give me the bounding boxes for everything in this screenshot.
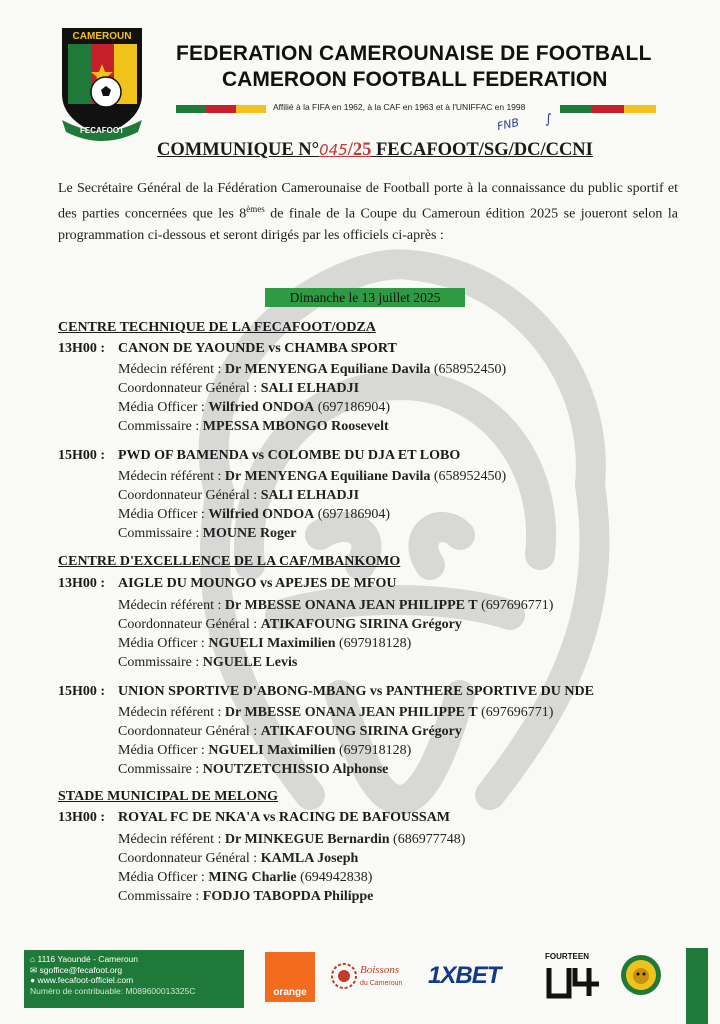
lion-badge-icon [620, 954, 662, 996]
communique-suffix: FECAFOOT/SG/DC/CCNI [371, 140, 593, 160]
intro-part1: Le Secrétaire Général de la Fédération Camerounaise de Football porte à la connaissance du public sportif et des parties concernées que les 8 [58, 181, 678, 222]
official-commissioner: Commissaire : MPESSA MBONGO Roosevelt [118, 419, 389, 434]
official-doctor: Médecin référent : Dr MBESSE ONANA JEAN PHILIPPE T (697696771) [118, 598, 554, 613]
official-media: Média Officer : Wilfried ONDOA (697186904) [118, 507, 391, 522]
communique-year: /25 [347, 140, 372, 160]
official-commissioner: Commissaire : FODJO TABOPDA Philippe [118, 889, 374, 904]
footer [0, 940, 720, 1024]
sponsor-1xbet-logo: 1XBET [428, 962, 501, 989]
official-commissioner: Commissaire : NGUELE Levis [118, 655, 298, 670]
match-fixture: 13H00 : ROYAL FC DE NKA'A vs RACING DE BAFOUSSAM [58, 810, 451, 825]
venue-heading: CENTRE TECHNIQUE DE LA FECAFOOT/ODZA [58, 320, 376, 335]
boissons-emblem-icon [330, 962, 358, 990]
sponsor-boissons-logo: Boissons du Cameroun [330, 952, 415, 1002]
official-coordinator: Coordonnateur Général : ATIKAFOUNG SIRINA Grégory [118, 617, 462, 632]
email-line: ✉ sgoffice@fecafoot.org [30, 964, 123, 975]
official-media: Média Officer : NGUELI Maximilien (697918128) [118, 743, 412, 758]
match-fixture: 13H00 : CANON DE YAOUNDE vs CHAMBA SPORT [58, 341, 397, 356]
logo-bottom-text: FECAFOOT [80, 126, 124, 135]
official-media: Média Officer : NGUELI Maximilien (697918128) [118, 636, 412, 651]
globe-icon: ● [30, 975, 38, 985]
intro-sup: èmes [246, 204, 265, 214]
official-media: Média Officer : MING Charlie (694942838) [118, 870, 373, 885]
fourteen-mark-icon [545, 964, 603, 1000]
footer-green-bar [686, 948, 708, 1024]
logo-top-text: CAMEROUN [72, 31, 132, 42]
flag-stripe-left [176, 100, 266, 108]
venue-heading: STADE MUNICIPAL DE MELONG [58, 789, 279, 804]
sponsor-fourteen-logo: FOURTEEN [545, 952, 605, 1002]
official-commissioner: Commissaire : NOUTZETCHISSIO Alphonse [118, 762, 389, 777]
website-line: ● www.fecafoot-officiel.com [30, 975, 134, 985]
match-fixture: 15H00 : UNION SPORTIVE D'ABONG-MBANG vs PANTHERE SPORTIVE DU NDE [58, 684, 594, 699]
flag-stripe-right [560, 100, 656, 108]
mail-icon: ✉ [30, 964, 40, 975]
communique-title [157, 140, 593, 161]
taxpayer-line: Numéro de contribuable: M089600013325C [30, 985, 196, 996]
handwritten-mark: ∫ [545, 112, 552, 127]
official-media: Média Officer : Wilfried ONDOA (697186904) [118, 400, 391, 415]
communique-number: 045 [319, 141, 348, 159]
official-commissioner: Commissaire : MOUNE Roger [118, 526, 297, 541]
federation-name-en: CAMEROON FOOTBALL FEDERATION [222, 68, 608, 91]
official-doctor: Médecin référent : Dr MBESSE ONANA JEAN PHILIPPE T (697696771) [118, 705, 554, 720]
match-fixture: 15H00 : PWD OF BAMENDA vs COLOMBE DU DJA ET LOBO [58, 448, 461, 463]
communique-prefix: COMMUNIQUE N° [157, 140, 320, 160]
venue-heading: CENTRE D'EXCELLENCE DE LA CAF/MBANKOMO [58, 554, 401, 569]
affiliation-text: Affilié à la FIFA en 1962, à la CAF en 1963 et à l'UNIFFAC en 1998 [273, 102, 526, 112]
contact-box [24, 950, 244, 1008]
handwritten-note: FNB [495, 115, 521, 134]
official-coordinator: Coordonnateur Général : ATIKAFOUNG SIRINA Grégory [118, 724, 462, 739]
official-doctor: Médecin référent : Dr MENYENGA Equiliane Davila (658952450) [118, 362, 507, 377]
official-doctor: Médecin référent : Dr MENYENGA Equiliane Davila (658952450) [118, 469, 507, 484]
fecafoot-logo [56, 24, 148, 142]
match-fixture: 13H00 : AIGLE DU MOUNGO vs APEJES DE MFOU [58, 576, 397, 591]
address-line: ⌂ 1116 Yaoundé - Cameroun [30, 954, 138, 964]
official-coordinator: Coordonnateur Général : KAMLA Joseph [118, 851, 359, 866]
intro-paragraph [58, 178, 678, 246]
match-date-banner: Dimanche le 13 juillet 2025 [265, 288, 465, 307]
official-coordinator: Coordonnateur Général : SALI ELHADJI [118, 381, 360, 396]
sponsor-orange-logo: orange [265, 952, 315, 1002]
official-doctor: Médecin référent : Dr MINKEGUE Bernardin (686977748) [118, 832, 466, 847]
home-icon: ⌂ [30, 954, 38, 964]
official-coordinator: Coordonnateur Général : SALI ELHADJI [118, 488, 360, 503]
federation-name-fr: FEDERATION CAMEROUNAISE DE FOOTBALL [176, 42, 652, 65]
intro-part2: de finale de la Coupe du Cameroun édition 2025 se joueront selon la programmation ci-dessous et seront dirigés par les officiels ci-après : [58, 206, 678, 243]
